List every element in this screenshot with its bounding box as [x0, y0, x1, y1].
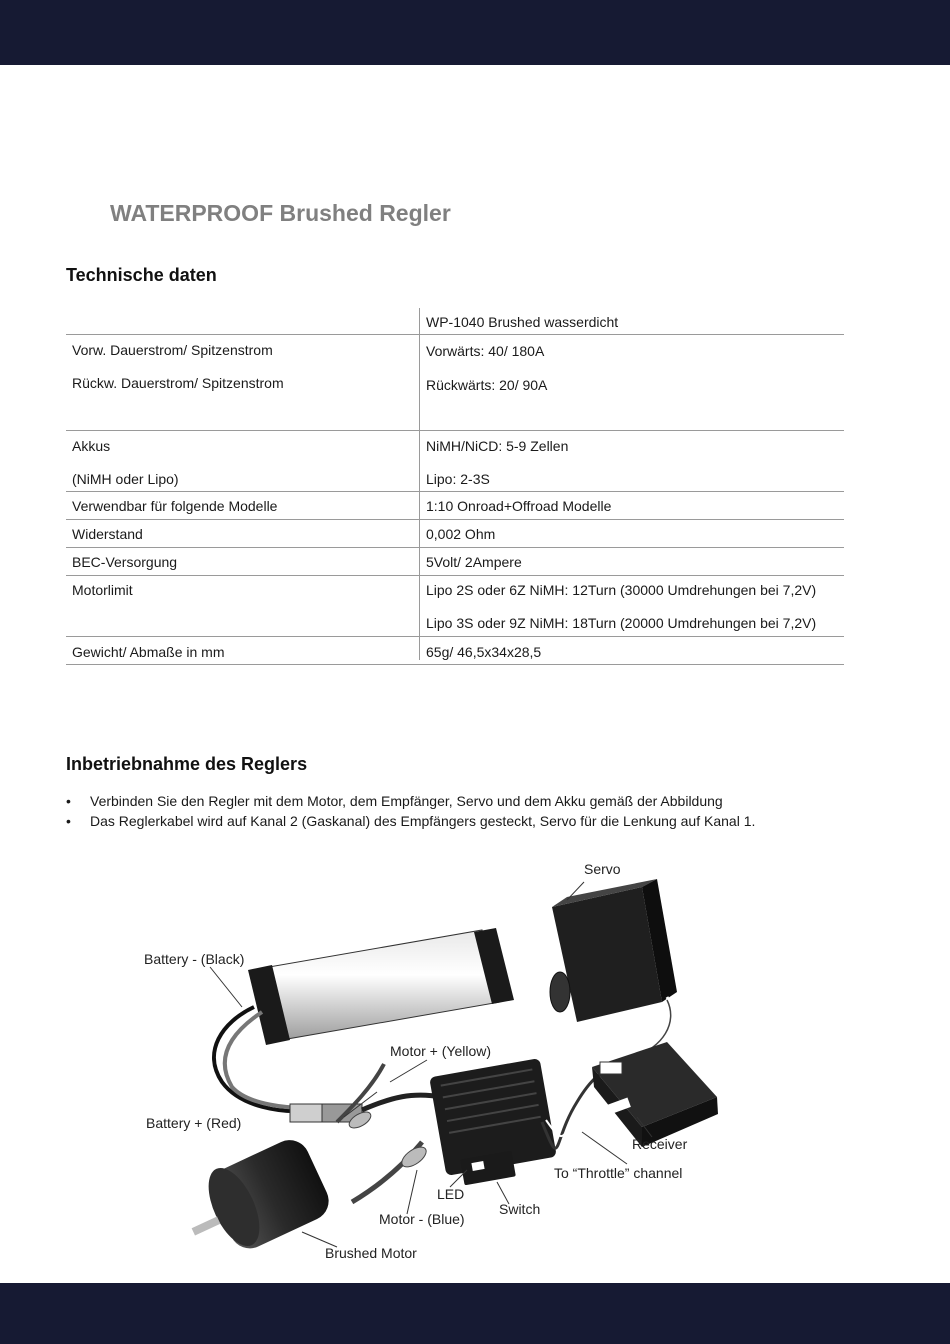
bullet-marker: • — [66, 813, 71, 829]
row-label: Verwendbar für folgende Modelle — [72, 498, 278, 514]
label-led: LED — [437, 1186, 465, 1202]
setup-list — [66, 791, 755, 831]
list-item-text: Das Reglerkabel wird auf Kanal 2 (Gaskanal) des Empfängers gesteckt, Servo für die Lenkung auf Kanal 1. — [90, 813, 756, 829]
label-throttle-channel: To “Throttle” channel — [554, 1165, 683, 1181]
row-label: Vorw. Dauerstrom/ Spitzenstrom — [72, 342, 273, 358]
row-value: Lipo 2S oder 6Z NiMH: 12Turn (30000 Umdrehungen bei 7,2V) — [426, 582, 817, 598]
row-label: Motorlimit — [72, 582, 133, 598]
list-item — [66, 811, 755, 831]
table-header-value: WP-1040 Brushed wasserdicht — [426, 314, 619, 330]
receiver-unit — [592, 1042, 718, 1147]
label-battery-minus: Battery - (Black) — [144, 951, 245, 967]
row-value: Lipo: 2-3S — [426, 471, 490, 487]
label-servo: Servo — [584, 861, 621, 877]
bullet-marker: • — [66, 793, 71, 809]
wiring-diagram — [122, 852, 720, 1270]
label-motor-minus: Motor - (Blue) — [379, 1211, 465, 1227]
table-row — [66, 548, 844, 576]
top-banner — [0, 0, 950, 65]
servo-unit — [550, 879, 677, 1022]
list-item-text: Verbinden Sie den Regler mit dem Motor, dem Empfänger, Servo und dem Akku gemäß der Abbildung — [90, 793, 723, 809]
list-item — [66, 791, 755, 811]
specs-heading: Technische daten — [66, 265, 217, 285]
row-label: Widerstand — [72, 526, 143, 542]
page-title: WATERPROOF Brushed Regler — [110, 200, 451, 226]
label-switch: Switch — [499, 1201, 541, 1217]
table-row — [66, 431, 844, 492]
table-row — [66, 492, 844, 520]
row-value: Lipo 3S oder 9Z NiMH: 18Turn (20000 Umdrehungen bei 7,2V) — [426, 615, 817, 631]
label-motor-plus: Motor + (Yellow) — [390, 1043, 492, 1059]
setup-heading: Inbetriebnahme des Reglers — [66, 754, 308, 774]
label-battery-plus: Battery + (Red) — [146, 1115, 242, 1131]
table-header-row — [66, 308, 844, 335]
table-row — [66, 576, 844, 637]
row-label: Gewicht/ Abmaße in mm — [72, 644, 225, 660]
row-label: Rückw. Dauerstrom/ Spitzenstrom — [72, 375, 284, 391]
table-row — [66, 520, 844, 548]
label-brushed-motor: Brushed Motor — [325, 1245, 417, 1261]
row-label: Akkus — [72, 438, 111, 454]
spec-table — [66, 308, 844, 665]
table-row — [66, 637, 844, 665]
battery-pack — [248, 928, 514, 1045]
bottom-banner — [0, 1283, 950, 1344]
row-label: (NiMH oder Lipo) — [72, 471, 179, 487]
label-receiver: Receiver — [632, 1136, 688, 1152]
row-value: 5Volt/ 2Ampere — [426, 554, 522, 570]
row-label: BEC-Versorgung — [72, 554, 178, 570]
row-value: 0,002 Ohm — [426, 526, 496, 542]
row-value: Rückwärts: 20/ 90A — [426, 377, 548, 393]
table-row — [66, 335, 844, 431]
row-value: 65g/ 46,5x34x28,5 — [426, 644, 542, 660]
row-value: 1:10 Onroad+Offroad Modelle — [426, 498, 612, 514]
esc-wire — [362, 1095, 442, 1110]
row-value: NiMH/NiCD: 5-9 Zellen — [426, 438, 569, 454]
row-value: Vorwärts: 40/ 180A — [426, 343, 545, 359]
wiring-illustration — [122, 852, 720, 1270]
esc-controller — [429, 1058, 557, 1185]
